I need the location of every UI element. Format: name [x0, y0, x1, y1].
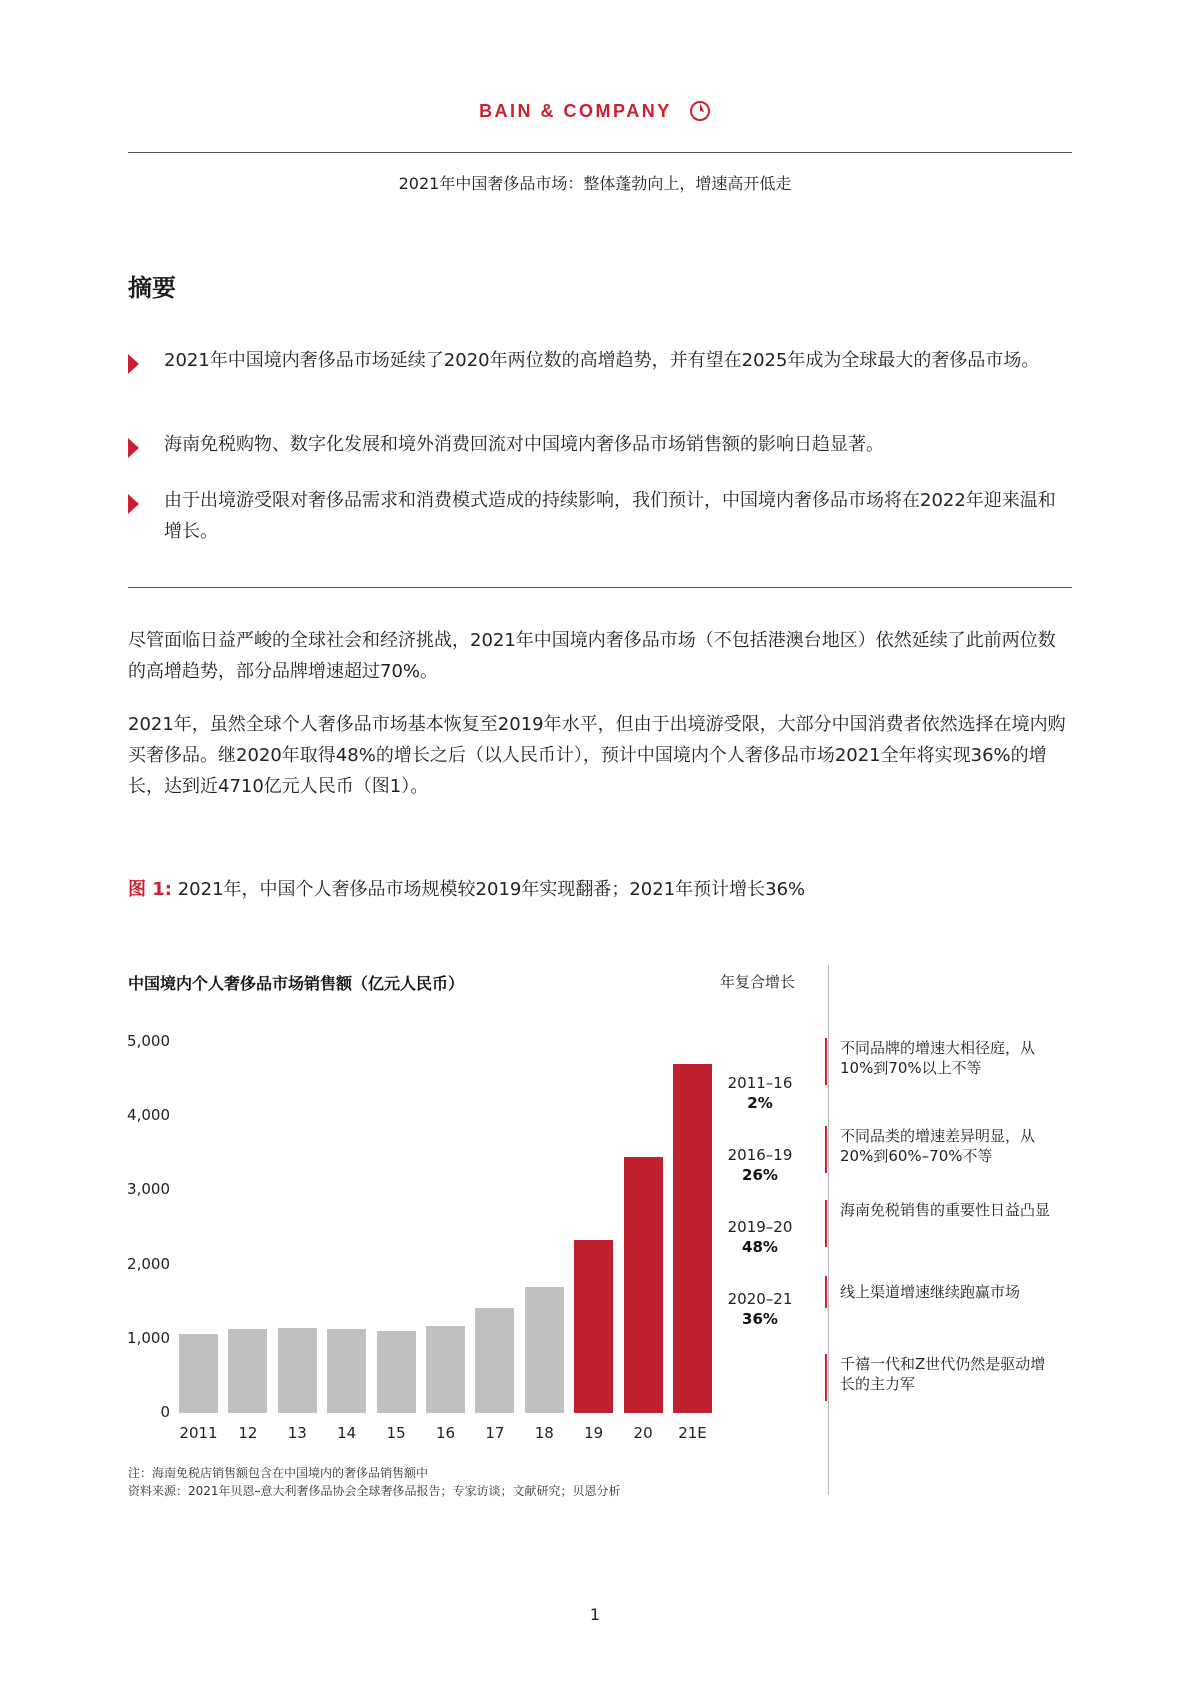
insight-marker — [825, 1276, 827, 1308]
cagr-value: 48% — [742, 1238, 778, 1256]
x-tick-label: 2011 — [179, 1424, 218, 1442]
bar-18 — [525, 1287, 564, 1413]
y-tick-label: 4,000 — [127, 1106, 170, 1125]
x-tick-label: 18 — [534, 1424, 554, 1442]
x-tick-label: 16 — [435, 1424, 456, 1442]
cagr-period: 2011–16 — [727, 1074, 793, 1092]
bar-13 — [278, 1328, 317, 1413]
y-tick-label: 1,000 — [127, 1328, 170, 1347]
bar-16 — [426, 1326, 465, 1413]
bar-15 — [377, 1331, 416, 1413]
x-tick-label: 15 — [386, 1424, 406, 1442]
insight-marker — [825, 1038, 827, 1085]
chart-source: 资料来源：2021年贝恩–意大利奢侈品协会全球奢侈品报告；专家访谈；文献研究；贝恩分析 — [128, 1484, 621, 1498]
body-paragraph: 尽管面临日益严峻的全球社会和经济挑战，2021年中国境内奢侈品市场（不包括港澳台地区）依然延续了此前两位数的高增趋势，部分品牌增速超过70%。 — [128, 630, 1056, 682]
summary-heading: 摘要 — [128, 274, 176, 302]
bar-2011 — [179, 1334, 218, 1413]
cagr-period: 2020–21 — [727, 1290, 793, 1308]
insight-text: 线上渠道增速继续跑赢市场 — [840, 1283, 1021, 1301]
x-tick-label: 14 — [337, 1424, 357, 1442]
bar-12 — [228, 1329, 267, 1413]
cagr-period: 2016–19 — [727, 1146, 793, 1164]
insight-item — [825, 1354, 1065, 1401]
bar-17 — [475, 1308, 514, 1413]
cagr-value: 2% — [747, 1094, 773, 1112]
insight-text: 不同品牌的增速大相径庭，从10%到70%以上不等 — [840, 1039, 1036, 1077]
insight-text: 海南免税销售的重要性日益凸显 — [840, 1201, 1051, 1219]
summary-divider — [128, 587, 1072, 588]
bullet-triangle-icon — [128, 438, 139, 458]
bar-19 — [574, 1240, 613, 1413]
y-tick-label: 5,000 — [127, 1032, 170, 1050]
bar-20 — [624, 1157, 663, 1413]
y-tick-label: 3,000 — [127, 1180, 170, 1199]
summary-bullet-text: 海南免税购物、数字化发展和境外消费回流对中国境内奢侈品市场销售额的影响日趋显著。 — [164, 434, 884, 455]
insight-marker — [825, 1200, 827, 1247]
figure-caption-text: 2021年，中国个人奢侈品市场规模较2019年实现翻番；2021年预计增长36% — [177, 879, 806, 900]
insight-marker — [825, 1354, 827, 1401]
brand-logo — [0, 100, 1190, 122]
x-tick-label: 21E — [678, 1424, 707, 1442]
insight-marker — [825, 1126, 827, 1173]
y-tick-label: 2,000 — [127, 1254, 170, 1273]
bar-21E — [673, 1064, 712, 1413]
cagr-value: 26% — [742, 1166, 778, 1184]
body-paragraph: 2021年，虽然全球个人奢侈品市场基本恢复至2019年水平，但由于出境游受限，大部分中国消费者依然选择在境内购买奢侈品。继2020年取得48%的增长之后（以人民币计），预计中国境内个人奢侈品市场2021全年将实现36%的增长，达到近4710亿元人民币（图1）。 — [128, 714, 1066, 797]
insight-text: 不同品类的增速差异明显，从20%到60%–70%不等 — [840, 1127, 1036, 1165]
insight-text: 千禧一代和Z世代仍然是驱动增长的主力军 — [840, 1355, 1046, 1393]
brand-name: BAIN & COMPANY — [479, 101, 672, 121]
x-tick-label: 12 — [238, 1424, 258, 1442]
summary-bullet-text: 2021年中国境内奢侈品市场延续了2020年两位数的高增趋势，并有望在2025年成为全球最大的奢侈品市场。 — [164, 350, 1040, 371]
chart-note: 注：海南免税店销售额包含在中国境内的奢侈品销售额中 — [128, 1466, 429, 1480]
figure-label: 图 1: — [128, 879, 172, 900]
insight-item — [825, 1126, 1065, 1173]
cagr-period: 2019–20 — [727, 1218, 793, 1236]
bullet-triangle-icon — [128, 354, 139, 374]
summary-bullet-text: 由于出境游受限对奢侈品需求和消费模式造成的持续影响，我们预计，中国境内奢侈品市场将在2022年迎来温和增长。 — [164, 490, 1056, 542]
chart-title: 中国境内个人奢侈品市场销售额（亿元人民币） — [128, 974, 465, 993]
header-divider — [128, 152, 1072, 153]
page-number: 1 — [589, 1605, 601, 1624]
bar-14 — [327, 1329, 366, 1413]
x-tick-label: 13 — [287, 1424, 307, 1442]
insight-item — [825, 1276, 1065, 1308]
x-tick-label: 20 — [633, 1424, 653, 1442]
cagr-value: 36% — [742, 1310, 778, 1328]
bullet-triangle-icon — [128, 494, 139, 514]
x-tick-label: 19 — [584, 1424, 604, 1442]
insight-item — [825, 1038, 1065, 1085]
report-subtitle: 2021年中国奢侈品市场：整体蓬勃向上，增速高开低走 — [398, 174, 792, 193]
y-tick-label: 0 — [160, 1403, 170, 1421]
x-tick-label: 17 — [485, 1424, 505, 1442]
figure-caption — [128, 875, 805, 901]
compass-icon — [689, 100, 711, 122]
cagr-title: 年复合增长 — [720, 973, 796, 991]
insight-item — [825, 1200, 1065, 1247]
